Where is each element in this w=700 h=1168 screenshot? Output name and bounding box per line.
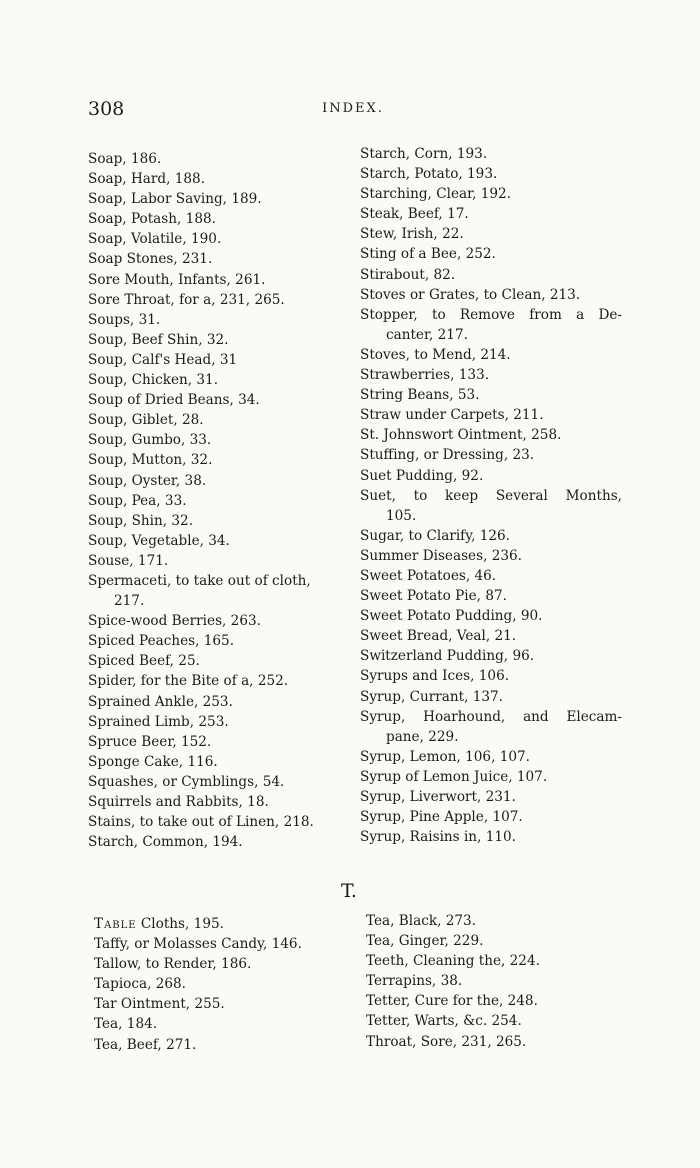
index-entry: Tallow, to Render, 186. [94,956,252,973]
index-entry: St. Johnswort Ointment, 258. [360,427,562,444]
index-column-s-right [360,144,622,847]
index-entry: Teeth, Cleaning the, 224. [366,953,540,970]
index-entry: Terrapins, 38. [366,973,463,990]
index-entry: Squashes, or Cymblings, 54. [88,773,285,790]
index-entry: Soup, Oyster, 38. [88,472,207,489]
index-entry: Tea, Beef, 271. [94,1036,197,1053]
index-entry-continuation: pane, 229. [386,728,459,745]
index-entry: Tea, Ginger, 229. [366,933,484,950]
index-entry: Stains, to take out of Linen, 218. [88,814,314,831]
index-entry: Soup, Beef Shin, 32. [88,331,229,348]
index-entry: Sweet Bread, Veal, 21. [360,628,517,645]
index-entry: Soap, Volatile, 190. [88,231,222,248]
index-entry: Sting of a Bee, 252. [360,246,496,263]
index-entry [94,914,344,934]
index-entry-continuation: 105. [386,507,417,524]
index-entry: Syrup, Lemon, 106, 107. [360,748,530,765]
index-entry: Stew, Irish, 22. [360,226,464,243]
index-entry: Sweet Potatoes, 46. [360,567,497,584]
index-entry: Stirabout, 82. [360,266,456,283]
index-entry: Soup, Pea, 33. [88,492,187,509]
index-entry: Spice-wood Berries, 263. [88,613,261,630]
index-entry: Throat, Sore, 231, 265. [366,1033,527,1050]
index-entry: Suet Pudding, 92. [360,467,484,484]
index-entry: Starching, Clear, 192. [360,186,512,203]
index-entry: Sweet Potato Pudding, 90. [360,608,543,625]
index-entry: Soap, Potash, 188. [88,211,216,228]
index-entry: Soup, Shin, 32. [88,512,194,529]
index-entry-continuation: 217. [114,593,145,610]
index-entry: Steak, Beef, 17. [360,206,469,223]
index-entry: Sore Throat, for a, 231, 265. [88,291,285,308]
index-entry: Straw under Carpets, 211. [360,407,544,424]
index-entry: Soup, Mutton, 32. [88,452,213,469]
index-entry: Spruce Beer, 152. [88,733,212,750]
index-entry: Sprained Ankle, 253. [88,693,233,710]
index-entry: Tea, Black, 273. [366,913,477,929]
index-entry-continuation: canter, 217. [386,326,468,343]
index-entry: Syrup of Lemon Juice, 107. [360,768,548,785]
index-entry: Sponge Cake, 116. [88,753,218,770]
index-entry: Tetter, Cure for the, 248. [366,993,538,1010]
index-entry: Soup, Vegetable, 34. [88,532,230,549]
index-entry: Stuffing, or Dressing, 23. [360,447,535,464]
index-column-t-right [366,911,628,1052]
index-entry: Tetter, Warts, &c. 254. [366,1013,522,1030]
index-entry: Syrups and Ices, 106. [360,668,510,685]
index-entry: Starch, Corn, 193. [360,146,488,162]
page-header [88,98,618,122]
index-entry: Soup, Chicken, 31. [88,372,219,389]
index-entry: Stopper, to Remove from a De- [360,306,622,323]
index-entry: Soups, 31. [88,311,161,328]
index-entry: Spiced Peaches, 165. [88,633,235,650]
index-entry: Starch, Common, 194. [88,834,243,851]
index-entry: Tea, 184. [94,1016,158,1033]
index-entry: Stoves, to Mend, 214. [360,346,511,363]
index-entry: Soup, Gumbo, 33. [88,432,212,449]
index-entry: Syrup, Raisins in, 110. [360,829,516,846]
index-entry: Spiced Beef, 25. [88,653,200,670]
index-entry: String Beans, 53. [360,387,480,404]
index-entry: Soap, Labor Saving, 189. [88,191,262,208]
index-entry: Souse, 171. [88,552,169,569]
index-entry: Starch, Potato, 193. [360,166,498,183]
index-entry: Sore Mouth, Infants, 261. [88,271,266,288]
index-entry: Tar Ointment, 255. [94,996,225,1013]
index-entry: Spider, for the Bite of a, 252. [88,673,289,690]
index-entry: Stoves or Grates, to Clean, 213. [360,286,581,303]
index-entry: Syrup, Pine Apple, 107. [360,809,523,826]
index-entry: Sweet Potato Pie, 87. [360,588,507,605]
index-entry: Suet, to keep Several Months, [360,487,622,504]
index-entry: Taffy, or Molasses Candy, 146. [94,936,302,953]
index-entry: Soap, Hard, 188. [88,171,206,188]
index-entry: Soap, 186. [88,151,162,167]
index-entry: Syrup, Hoarhound, and Elecam- [360,708,622,725]
index-entry: Soup, Calf's Head, 31 [88,351,238,368]
running-head: INDEX. [322,101,384,116]
index-entry: Switzerland Pudding, 96. [360,648,535,665]
index-entry: Soup of Dried Beans, 34. [88,392,260,409]
index-entry: Soup, Giblet, 28. [88,412,204,429]
index-entry: Syrup, Liverwort, 231. [360,789,516,805]
index-entry: Soap Stones, 231. [88,251,213,268]
index-entry: Sprained Limb, 253. [88,713,229,730]
index-entry: Strawberries, 133. [360,367,490,384]
index-column-s-left [88,149,350,852]
entry-lead-word: Table [94,916,137,932]
index-entry: Squirrels and Rabbits, 18. [88,794,269,810]
index-entry: Sugar, to Clarify, 126. [360,527,511,544]
entry-rest: Cloths, 195. [136,916,224,932]
index-entry: Syrup, Currant, 137. [360,688,503,705]
index-entry: Spermaceti, to take out of cloth, [88,572,311,589]
index-entry: Summer Diseases, 236. [360,547,522,564]
index-column-t-left [94,914,344,1055]
section-letter-t: T. [341,880,357,902]
page-number: 308 [88,98,125,120]
index-entry: Tapioca, 268. [94,976,186,993]
